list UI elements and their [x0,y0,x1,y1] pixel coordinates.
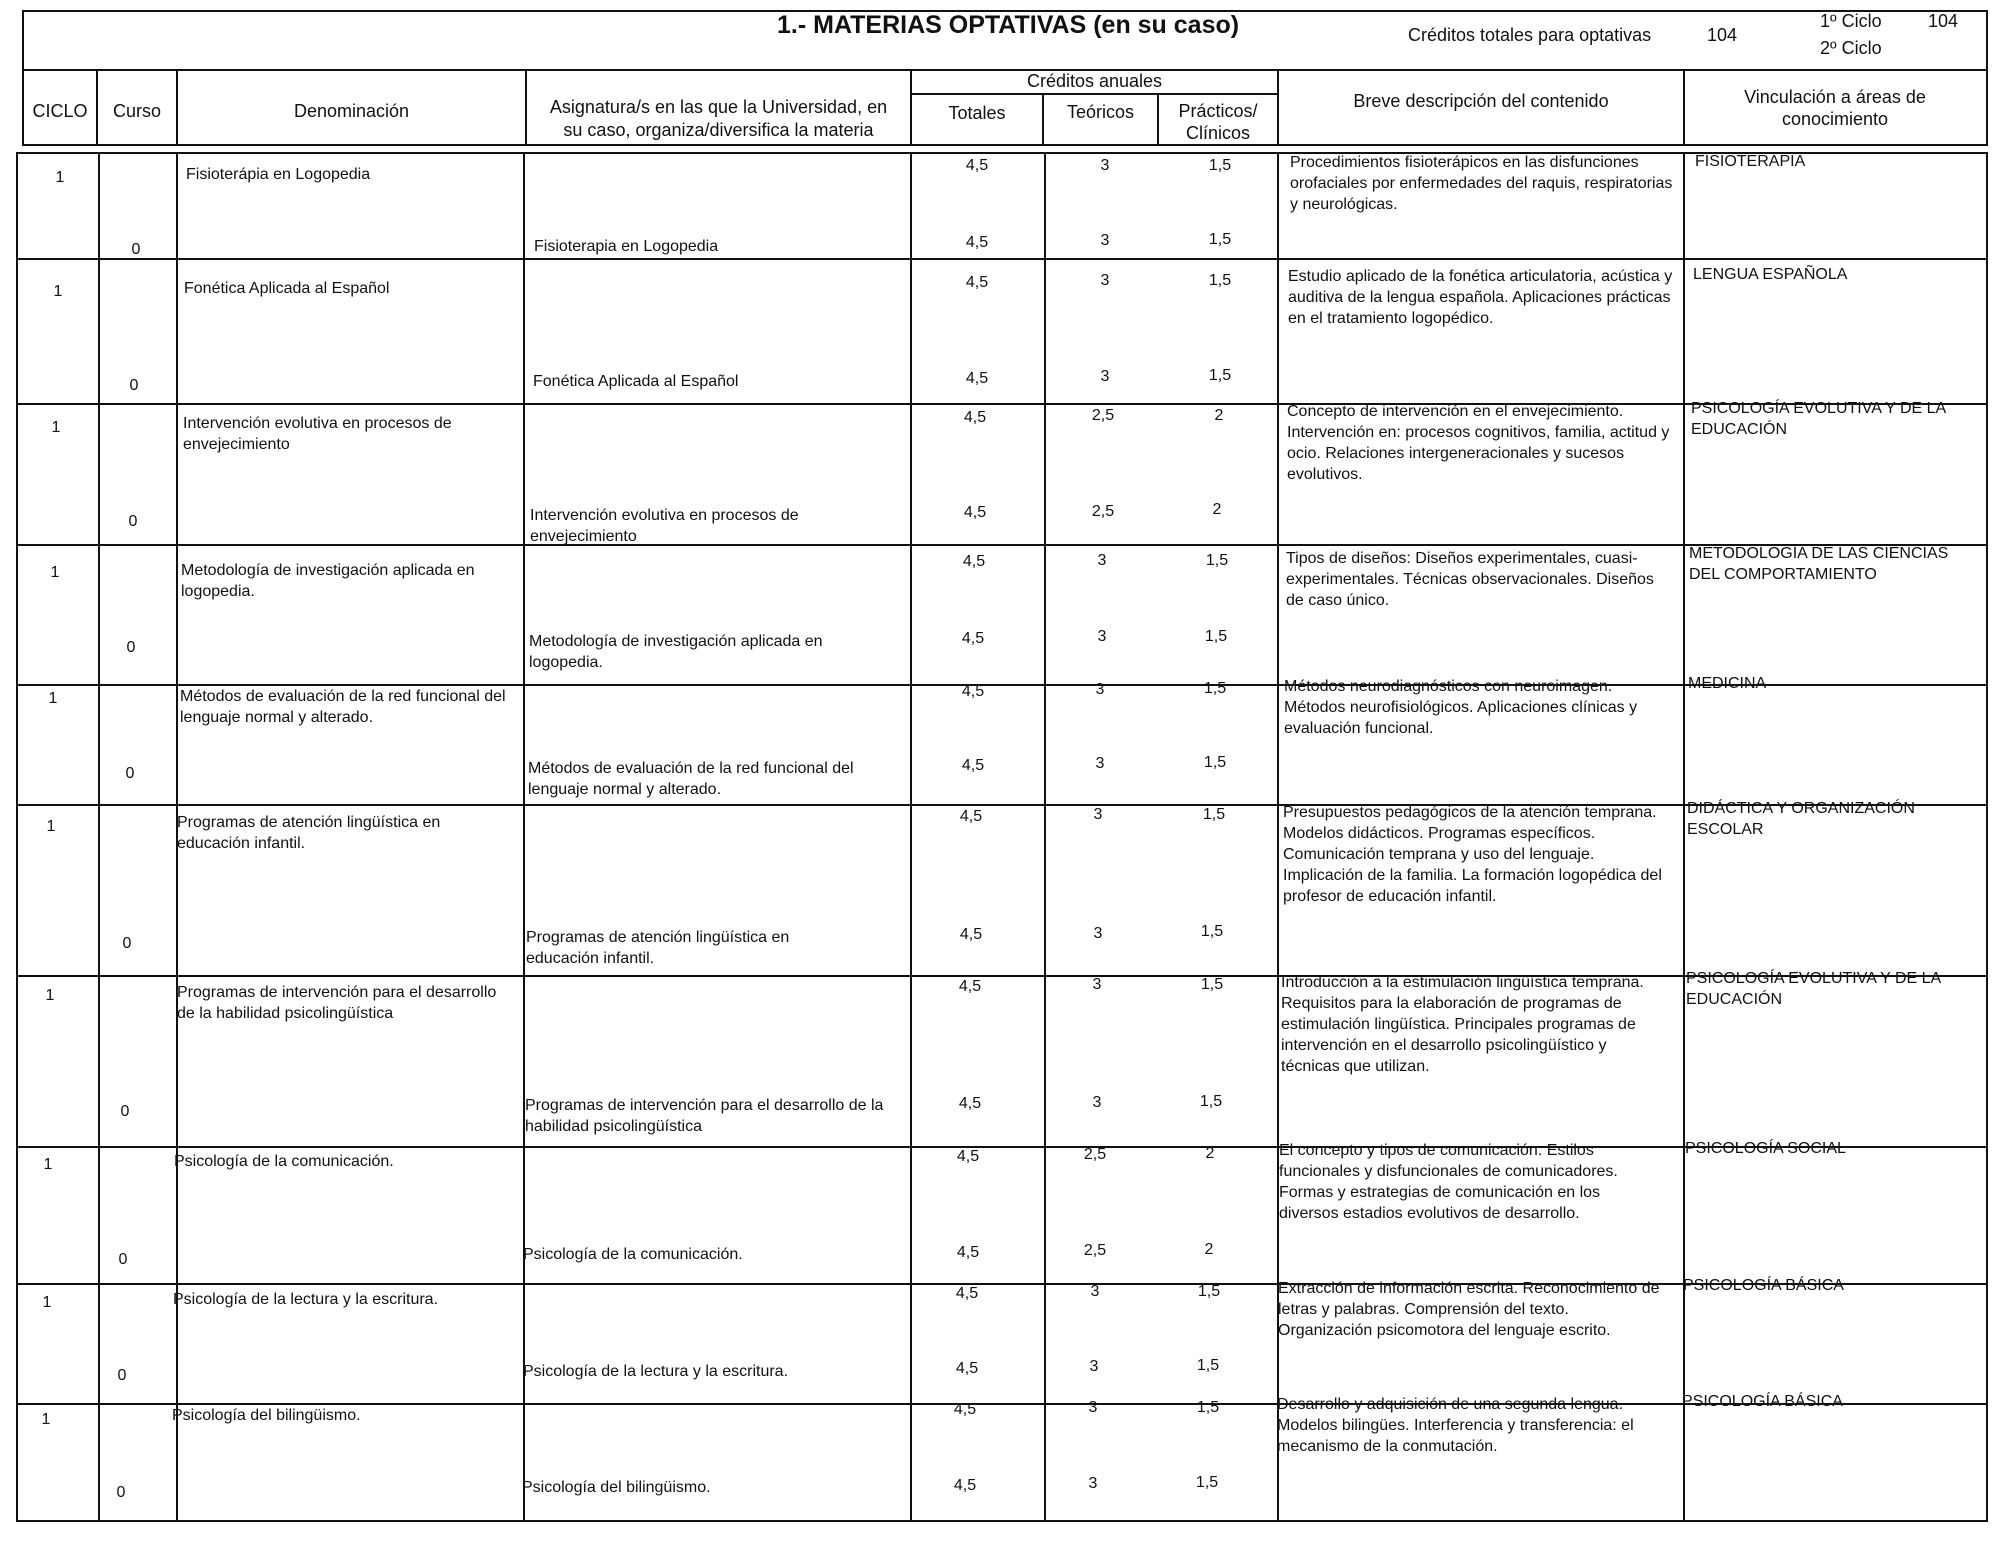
creditos-total: 104 [1707,25,1738,45]
row-descripcion: Procedimientos fisioterápicos en las disfunciones orofaciales por enfermedades del raquis, respiratorias y neurológicas. [1290,154,1673,213]
row-descripcion: Estudio aplicado de la fonética articulatoria, acústica y auditiva de la lengua española. Aplicaciones prácticas en el tratamiento logopédico. [1288,268,1673,327]
row-teoricos-2: 2,5 [1083,1242,1107,1259]
col-descripcion: Breve descripción del contenido [1353,91,1609,111]
col-asignatura-2: su caso, organiza/diversifica la materia [563,120,874,140]
row-practicos-2: 1,5 [1200,923,1224,940]
col-line [1683,152,1685,1522]
row-ciclo: 1 [42,1294,52,1311]
row-teoricos-2: 3 [1093,925,1103,942]
row-ciclo: 1 [45,987,55,1004]
row-area: METODOLOGÍA DE LAS CIENCIAS DEL COMPORTAMIENTO [1689,545,1949,583]
row-denominacion: Fonética Aplicada al Español [184,280,390,297]
row-curso: 0 [125,765,135,782]
ciclo2-label: 2º Ciclo [1820,38,1882,58]
row-totales: 4,5 [958,978,982,995]
row-practicos: 1,5 [1202,806,1226,823]
ciclo1-value: 104 [1928,11,1959,31]
row-teoricos: 3 [1100,157,1110,174]
row-teoricos-2: 3 [1097,628,1107,645]
col-creditos-anuales: Créditos anuales [1026,71,1163,91]
col-totales: Totales [948,103,1006,123]
row-teoricos-2: 3 [1092,1094,1102,1111]
row-descripcion: Concepto de intervención en el envejecimiento. Intervención en: procesos cognitivos, familia, actitud y ocio. Relaciones intergeneracionales y sucesos evolutivos. [1287,403,1670,483]
row-area: FISIOTERAPIA [1695,153,1806,170]
col-line [523,152,525,1522]
row-area: DIDÁCTICA Y ORGANIZACIÓN ESCOLAR [1687,800,1915,838]
creditos-label: Créditos totales para optativas [1408,25,1652,45]
row-descripcion: Tipos de diseños: Diseños experimentales, cuasi-experimentales. Técnicas observacionales. Diseños de caso único. [1286,550,1654,609]
row-area: PSICOLOGÍA BÁSICA [1682,1393,1843,1410]
col-practicos-2: Clínicos [1185,123,1251,143]
row-totales-2: 4,5 [955,1360,979,1377]
col-line [1683,69,1685,146]
row-totales-2: 4,5 [959,926,983,943]
row-totales-2: 4,5 [965,234,989,251]
row-practicos-2: 1,5 [1196,1357,1220,1374]
row-descripcion: Presupuestos pedagógicos de la atención temprana. Modelos didácticos. Programas específicos. Comunicación temprana y uso del lenguaje. Implicación de la familia. La formación logopédica del profesor de educación infantil. [1283,804,1662,905]
row-practicos-2: 1,5 [1208,231,1232,248]
row-teoricos-2: 3 [1100,232,1110,249]
row-asignatura: Psicología del bilingüismo. [522,1479,711,1496]
row-totales: 4,5 [961,683,985,700]
col-curso: Curso [112,101,161,121]
row-area: LENGUA ESPAÑOLA [1693,266,1848,283]
row-ciclo: 1 [51,419,61,436]
row-curso: 0 [129,377,139,394]
creditos-subline [910,93,1277,95]
row-curso: 0 [116,1484,126,1501]
row-asignatura: Métodos de evaluación de la red funcional del lenguaje normal y alterado. [528,760,854,798]
row-teoricos-2: 3 [1095,755,1105,772]
row-ciclo: 1 [43,1156,53,1173]
row-asignatura: Metodología de investigación aplicada en logopedia. [529,633,823,671]
row-totales-2: 4,5 [961,630,985,647]
row-teoricos: 3 [1097,552,1107,569]
row-teoricos: 3 [1088,1399,1098,1416]
row-practicos: 2 [1214,407,1224,424]
row-descripcion: El concepto y tipos de comunicación. Estilos funcionales y disfuncionales de comunicadores. Formas y estrategias de comunicación en los diversos estadios evolutivos de desarrollo. [1279,1142,1618,1222]
row-area: PSICOLOGÍA BÁSICA [1683,1277,1844,1294]
row-denominacion: Fisioterápia en Logopedia [186,166,371,183]
row-totales: 4,5 [953,1401,977,1418]
row-curso: 0 [118,1251,128,1268]
row-practicos-2: 2 [1212,501,1222,518]
row-totales: 4,5 [963,409,987,426]
row-descripcion: Métodos neurodiagnósticos con neuroimagen. Métodos neurofisiológicos. Aplicaciones clínicas y evaluación funcional. [1284,678,1638,737]
row-practicos-2: 2 [1204,1241,1214,1258]
row-ciclo: 1 [50,564,60,581]
row-practicos: 1,5 [1208,157,1232,174]
row-asignatura: Programas de intervención para el desarrollo de la habilidad psicolingüística [525,1097,884,1135]
row-denominacion: Psicología de la lectura y la escritura. [173,1291,439,1308]
col-line [1044,152,1046,1522]
col-ciclo: CICLO [32,101,88,121]
row-denominacion: Programas de intervención para el desarrollo de la habilidad psicolingüística [177,984,497,1022]
col-asignatura-1: Asignatura/s en las que la Universidad, en [549,97,888,117]
row-practicos: 1,5 [1205,552,1229,569]
row-totales-2: 4,5 [963,504,987,521]
row-totales: 4,5 [965,274,989,291]
page-title: 1.- MATERIAS OPTATIVAS (en su caso) [777,11,1240,39]
col-line [910,152,912,1522]
row-totales-2: 4,5 [965,370,989,387]
row-teoricos-2: 3 [1088,1475,1098,1492]
row-practicos-2: 1,5 [1208,367,1232,384]
row-totales-2: 4,5 [956,1244,980,1261]
row-descripcion: Extracción de información escrita. Reconocimiento de letras y palabras. Comprensión del texto. Organización psicomotora del lenguaje escrito. [1278,1280,1660,1339]
row-area: MEDICINA [1688,675,1767,692]
row-denominacion: Métodos de evaluación de la red funcional del lenguaje normal y alterado. [180,688,506,726]
row-denominacion: Psicología del bilingüismo. [172,1407,361,1424]
row-curso: 0 [131,241,141,258]
row-ciclo: 1 [53,283,63,300]
row-curso: 0 [128,513,138,530]
row-practicos-2: 1,5 [1204,628,1228,645]
col-practicos-1: Prácticos/ [1178,101,1258,121]
row-asignatura: Fisioterapia en Logopedia [534,238,719,255]
row-ciclo: 1 [48,690,58,707]
row-denominacion: Programas de atención lingüística en educación infantil. [177,814,441,852]
row-asignatura: Psicología de la lectura y la escritura. [523,1363,789,1380]
row-practicos: 1,5 [1196,1399,1220,1416]
row-teoricos: 3 [1100,272,1110,289]
row-curso: 0 [120,1103,130,1120]
row-area: PSICOLOGÍA SOCIAL [1685,1140,1846,1157]
row-teoricos: 2,5 [1083,1146,1107,1163]
row-asignatura: Fonética Aplicada al Español [533,373,739,390]
row-curso: 0 [117,1367,127,1384]
row-totales: 4,5 [962,553,986,570]
row-practicos: 1,5 [1200,976,1224,993]
row-totales-2: 4,5 [961,757,985,774]
row-practicos: 1,5 [1203,680,1227,697]
row-teoricos: 3 [1092,976,1102,993]
row-totales-2: 4,5 [958,1095,982,1112]
row-practicos: 2 [1205,1145,1215,1162]
row-teoricos-2: 2,5 [1091,503,1115,520]
row-totales: 4,5 [956,1148,980,1165]
row-teoricos: 3 [1093,806,1103,823]
row-totales: 4,5 [965,157,989,174]
col-teoricos: Teóricos [1066,102,1135,122]
row-separator [16,258,1988,260]
row-totales: 4,5 [955,1285,979,1302]
row-teoricos-2: 3 [1100,368,1110,385]
row-practicos-2: 1,5 [1203,754,1227,771]
row-denominacion: Psicología de la comunicación. [174,1153,394,1170]
row-teoricos: 2,5 [1091,407,1115,424]
row-area: PSICOLOGÍA EVOLUTIVA Y DE LA EDUCACIÓN [1686,970,1941,1008]
row-practicos: 1,5 [1208,272,1232,289]
row-descripcion: Desarrollo y adquisición de una segunda lengua. Modelos bilingües. Interferencia y transferencia: el mecanismo de la conmutación. [1277,1396,1634,1455]
row-ciclo: 1 [55,169,65,186]
row-practicos-2: 1,5 [1199,1093,1223,1110]
row-ciclo: 1 [46,818,56,835]
col-denominacion: Denominación [293,101,410,121]
row-descripcion: Introducción a la estimulación lingüística temprana. Requisitos para la elaboración de programas de estimulación lingüística. Principales programas de intervención en el desarrollo psicolingüístico y técnicas que utilizan. [1281,974,1644,1075]
row-teoricos: 3 [1095,681,1105,698]
row-asignatura: Programas de atención lingüística en educación infantil. [526,929,790,967]
row-denominacion: Intervención evolutiva en procesos de envejecimiento [183,415,452,453]
ciclo1-label: 1º Ciclo [1820,11,1882,31]
row-totales-2: 4,5 [953,1477,977,1494]
row-curso: 0 [126,639,136,656]
row-ciclo: 1 [41,1411,51,1428]
row-denominacion: Metodología de investigación aplicada en logopedia. [181,562,475,600]
col-line [98,152,100,1522]
row-asignatura: Psicología de la comunicación. [523,1246,743,1263]
col-vinculacion: Vinculación a áreas de conocimiento [1744,87,1926,129]
row-area: PSICOLOGÍA EVOLUTIVA Y DE LA EDUCACIÓN [1691,400,1946,438]
row-practicos: 1,5 [1197,1283,1221,1300]
row-asignatura: Intervención evolutiva en procesos de envejecimiento [530,507,799,545]
row-totales: 4,5 [959,808,983,825]
row-practicos-2: 1,5 [1195,1474,1219,1491]
row-curso: 0 [122,935,132,952]
row-teoricos: 3 [1090,1283,1100,1300]
row-teoricos-2: 3 [1089,1358,1099,1375]
